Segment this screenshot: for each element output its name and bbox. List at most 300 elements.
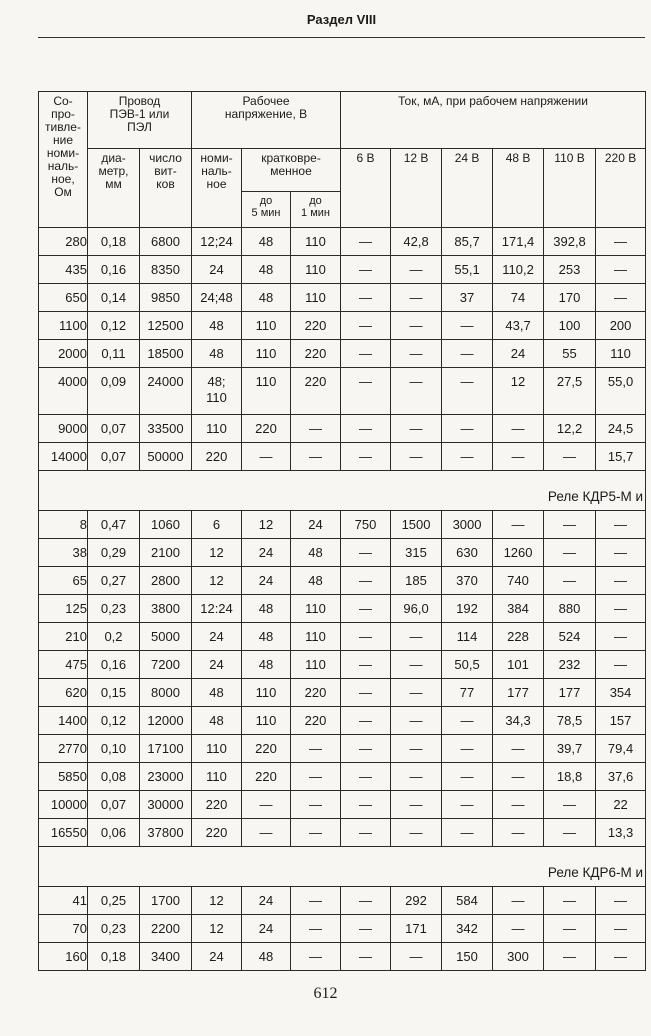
table-cell: 384 [493,595,544,623]
table-cell: 85,7 [442,228,493,256]
table-cell: 110,2 [493,256,544,284]
table-row [39,707,646,735]
table-cell: — [391,312,442,340]
table-row [39,228,646,256]
table-cell: — [341,887,391,915]
table-cell: — [391,284,442,312]
table-cell: — [442,340,493,368]
table-cell: 24 [242,539,291,567]
table-cell: 24 [192,256,242,284]
table-cell: 620 [39,679,88,707]
current-48v-header: 48 В [493,149,544,228]
table-cell: — [291,943,341,971]
table-cell: 354 [596,679,646,707]
table-cell: 220 [291,312,341,340]
table-cell: 39,7 [544,735,596,763]
table-cell: 12 [192,887,242,915]
table-cell: 110 [291,284,341,312]
table-row [39,595,646,623]
table-cell: 110 [291,595,341,623]
table-cell: 177 [544,679,596,707]
table-cell: 253 [544,256,596,284]
table-cell: 4000 [39,368,88,415]
table-cell: 584 [442,887,493,915]
table-cell: 0,12 [88,312,140,340]
table-cell: 0,16 [88,256,140,284]
wire-header: Провод ПЭВ-1 или ПЭЛ [88,92,192,149]
table-cell: — [391,819,442,847]
table-cell: — [596,284,646,312]
table-cell: 30000 [140,791,192,819]
table-cell: 12 [192,915,242,943]
table-cell: 315 [391,539,442,567]
table-cell: 0,06 [88,819,140,847]
table-cell: 37 [442,284,493,312]
table-cell: — [596,256,646,284]
table-cell: — [391,368,442,415]
table-cell: 220 [192,443,242,471]
table-cell: 37800 [140,819,192,847]
table-row [39,312,646,340]
table-cell: 48 [242,595,291,623]
table-cell: — [341,443,391,471]
table-cell: — [596,887,646,915]
table-cell: 12000 [140,707,192,735]
table-cell: 24 [242,915,291,943]
table-cell: 0,25 [88,887,140,915]
table-row [39,735,646,763]
table-cell: — [291,887,341,915]
table-cell: — [493,415,544,443]
table-cell: 171 [391,915,442,943]
table-cell: 24 [291,511,341,539]
table-cell: 9850 [140,284,192,312]
current-220v-header: 220 В [596,149,646,228]
table-cell: — [391,943,442,971]
table-cell: 740 [493,567,544,595]
section-heading-row [39,471,646,511]
table-cell: 24000 [140,368,192,415]
table-cell: 13,3 [596,819,646,847]
table-cell: 100 [544,312,596,340]
table-cell: 24 [493,340,544,368]
table-cell: 220 [291,368,341,415]
table-cell: 41 [39,887,88,915]
table-cell: — [544,567,596,595]
table-cell: 55,1 [442,256,493,284]
table-cell: 50000 [140,443,192,471]
table-cell: 0,10 [88,735,140,763]
table-cell: — [596,943,646,971]
table-cell: 8 [39,511,88,539]
table-body [39,228,646,971]
table-cell: 220 [291,340,341,368]
table-cell: 12:24 [192,595,242,623]
table-cell: 200 [596,312,646,340]
table-cell: 48 [242,256,291,284]
table-cell: 8350 [140,256,192,284]
table-cell: — [544,539,596,567]
table-cell: — [291,819,341,847]
table-cell: — [341,791,391,819]
table-cell: — [544,443,596,471]
table-cell: — [291,763,341,791]
table-cell: — [341,415,391,443]
table-cell: 125 [39,595,88,623]
table-cell: 18,8 [544,763,596,791]
table-cell: 220 [192,819,242,847]
table-cell: — [442,791,493,819]
table-cell: 43,7 [493,312,544,340]
section-title: Реле КДР6-М и [39,847,646,887]
table-cell: 77 [442,679,493,707]
table-cell: 1700 [140,887,192,915]
table-cell: — [596,651,646,679]
table-cell: 220 [242,415,291,443]
table-cell: 475 [39,651,88,679]
table-cell: 220 [242,735,291,763]
table-cell: 48 [192,679,242,707]
current-header: Ток, мА, при рабочем напряжении [341,92,646,149]
table-cell: — [493,735,544,763]
table-cell: 435 [39,256,88,284]
table-cell: 0,07 [88,443,140,471]
table-cell: 0,09 [88,368,140,415]
table-cell: 1100 [39,312,88,340]
table-cell: — [341,735,391,763]
table-cell: 17100 [140,735,192,763]
table-cell: — [341,256,391,284]
table-cell: 110 [192,763,242,791]
table-cell: 1400 [39,707,88,735]
table-row [39,443,646,471]
table-cell: — [391,256,442,284]
table-cell: — [544,943,596,971]
table-cell: — [442,707,493,735]
header-divider [38,37,645,38]
table-cell: 24 [192,943,242,971]
table-cell: 42,8 [391,228,442,256]
table-cell: 0,27 [88,567,140,595]
table-row [39,679,646,707]
table-cell: — [341,707,391,735]
table-cell: — [493,819,544,847]
table-cell: 342 [442,915,493,943]
table-cell: 110 [596,340,646,368]
table-cell: 110 [291,651,341,679]
table-cell: 0,08 [88,763,140,791]
table-cell: — [493,791,544,819]
current-6v-header: 6 В [341,149,391,228]
table-cell: 300 [493,943,544,971]
table-cell: 14000 [39,443,88,471]
table-cell: — [291,443,341,471]
table-cell: — [442,415,493,443]
table-cell: 232 [544,651,596,679]
table-cell: 110 [291,623,341,651]
table-cell: — [341,819,391,847]
table-cell: 0,11 [88,340,140,368]
table-row [39,915,646,943]
table-cell: 2800 [140,567,192,595]
table-cell: — [291,735,341,763]
resistance-header: Со- про- тивле- ние номи- наль- ное, Ом [39,92,88,228]
table-cell: 630 [442,539,493,567]
table-cell: 220 [291,707,341,735]
table-cell: 192 [442,595,493,623]
table-cell: — [596,539,646,567]
table-cell: 880 [544,595,596,623]
table-cell: 48 [291,567,341,595]
table-cell: 96,0 [391,595,442,623]
table-cell: 171,4 [493,228,544,256]
section-title: Реле КДР5-М и [39,471,646,511]
table-cell: 24 [242,567,291,595]
table-cell: 48 [242,943,291,971]
table-cell: 48 [192,707,242,735]
table-cell: — [493,511,544,539]
relay-winding-table [38,91,646,971]
table-cell: 160 [39,943,88,971]
table-cell: 177 [493,679,544,707]
table-cell: 24 [242,887,291,915]
table-cell: 0,07 [88,415,140,443]
table-cell: — [341,623,391,651]
table-cell: 0,18 [88,943,140,971]
table-cell: 6 [192,511,242,539]
table-cell: 1500 [391,511,442,539]
table-row [39,340,646,368]
table-cell: 0,15 [88,679,140,707]
table-cell: 110 [242,340,291,368]
table-cell: — [242,443,291,471]
table-cell: — [596,511,646,539]
table-cell: 110 [242,707,291,735]
table-row [39,511,646,539]
table-cell: 0,14 [88,284,140,312]
table-cell: 10000 [39,791,88,819]
table-cell: — [391,679,442,707]
table-cell: 9000 [39,415,88,443]
voltage-header: Рабочее напряжение, В [192,92,341,149]
table-cell: 48 [192,312,242,340]
table-cell: 114 [442,623,493,651]
table-cell: — [341,312,391,340]
table-cell: — [391,443,442,471]
table-cell: 24 [192,651,242,679]
table-cell: 2200 [140,915,192,943]
table-cell: — [391,707,442,735]
table-cell: 48 [291,539,341,567]
shortterm-voltage-header: кратковре- менное [242,149,341,192]
table-cell: 6800 [140,228,192,256]
table-cell: 524 [544,623,596,651]
table-cell: 79,4 [596,735,646,763]
table-cell: — [341,368,391,415]
table-cell: 5000 [140,623,192,651]
upto-1min-header: до 1 мин [291,192,341,228]
table-cell: 15,7 [596,443,646,471]
table-cell: 2000 [39,340,88,368]
table-row [39,791,646,819]
table-cell: 750 [341,511,391,539]
table-cell: 33500 [140,415,192,443]
section-header: Раздел VIII [306,12,377,27]
table-cell: — [341,595,391,623]
table-cell: — [341,915,391,943]
table-cell: 34,3 [493,707,544,735]
table-cell: — [242,791,291,819]
table-cell: — [596,915,646,943]
table-cell: 2770 [39,735,88,763]
table-cell: — [391,763,442,791]
table-cell: — [493,887,544,915]
current-110v-header: 110 В [544,149,596,228]
table-cell: 220 [291,679,341,707]
table-cell: 110 [291,256,341,284]
page-number: 612 [313,985,338,1002]
table-cell: — [391,735,442,763]
table-cell: 0,23 [88,595,140,623]
table-cell: 12,2 [544,415,596,443]
table-cell: 12 [242,511,291,539]
table-cell: — [341,228,391,256]
table-cell: — [544,791,596,819]
table-cell: — [291,915,341,943]
table-cell: 392,8 [544,228,596,256]
table-cell: 110 [242,312,291,340]
table-cell: 185 [391,567,442,595]
table-cell: 292 [391,887,442,915]
table-cell: 3400 [140,943,192,971]
table-cell: 110 [242,679,291,707]
table-cell: 110 [291,228,341,256]
table-cell: — [341,651,391,679]
table-cell: 2100 [140,539,192,567]
table-cell: — [341,539,391,567]
table-cell: — [391,623,442,651]
turns-header: число вит- ков [140,149,192,228]
table-cell: — [391,651,442,679]
table-cell: 0,47 [88,511,140,539]
table-cell: — [493,763,544,791]
table-cell: — [291,791,341,819]
table-cell: 280 [39,228,88,256]
table-cell: — [341,943,391,971]
table-cell: 12;24 [192,228,242,256]
table-row [39,623,646,651]
table-cell: — [596,623,646,651]
table-cell: 37,6 [596,763,646,791]
table-cell: — [391,340,442,368]
table-row [39,887,646,915]
upto-5min-header: до 5 мин [242,192,291,228]
table-cell: — [341,763,391,791]
current-24v-header: 24 В [442,149,493,228]
nominal-voltage-header: номи- наль- ное [192,149,242,228]
table-cell: 0,07 [88,791,140,819]
table-cell: 5850 [39,763,88,791]
table-cell: 48 [242,284,291,312]
table-cell: 110 [192,415,242,443]
table-cell: 24;48 [192,284,242,312]
table-cell: — [544,887,596,915]
table-row [39,284,646,312]
table-cell: — [341,340,391,368]
table-row [39,651,646,679]
table-cell: 650 [39,284,88,312]
table-cell: 220 [192,791,242,819]
table-cell: 157 [596,707,646,735]
current-12v-header: 12 В [391,149,442,228]
table-row [39,368,646,415]
table-cell: 12500 [140,312,192,340]
table-cell: 12 [192,539,242,567]
table-cell: 24 [192,623,242,651]
table-cell: 16550 [39,819,88,847]
table-row [39,819,646,847]
table-cell: — [442,735,493,763]
table-cell: 23000 [140,763,192,791]
table-cell: 8000 [140,679,192,707]
table-cell: 22 [596,791,646,819]
diameter-header: диа- метр, мм [88,149,140,228]
table-cell: — [242,819,291,847]
table-cell: 0,16 [88,651,140,679]
table-cell: 101 [493,651,544,679]
table-cell: 1260 [493,539,544,567]
table-cell: 0,18 [88,228,140,256]
table-cell: 210 [39,623,88,651]
table-cell: 38 [39,539,88,567]
table-cell: 48 [242,623,291,651]
table-cell: — [493,915,544,943]
table-cell: 78,5 [544,707,596,735]
table-cell: — [493,443,544,471]
table-cell: — [391,415,442,443]
table-cell: 74 [493,284,544,312]
table-cell: 0,29 [88,539,140,567]
table-cell: 110 [242,368,291,415]
table-cell: 228 [493,623,544,651]
table-cell: 48 [242,228,291,256]
table-cell: 48 [242,651,291,679]
table-cell: 150 [442,943,493,971]
table-cell: 1060 [140,511,192,539]
table-row [39,763,646,791]
table-cell: 170 [544,284,596,312]
table-cell: 55,0 [596,368,646,415]
table-cell: — [341,284,391,312]
table-cell: — [442,819,493,847]
table-cell: 65 [39,567,88,595]
table-cell: — [596,228,646,256]
table-row [39,256,646,284]
table-cell: — [544,511,596,539]
table-cell: — [341,679,391,707]
table-cell: 0,12 [88,707,140,735]
table-cell: 110 [192,735,242,763]
table-cell: 70 [39,915,88,943]
table-cell: 24,5 [596,415,646,443]
table-cell: 7200 [140,651,192,679]
table-cell: 3800 [140,595,192,623]
table-cell: 50,5 [442,651,493,679]
table-cell: — [442,368,493,415]
table-cell: 55 [544,340,596,368]
table-cell: 48 [192,340,242,368]
table-cell: — [391,791,442,819]
